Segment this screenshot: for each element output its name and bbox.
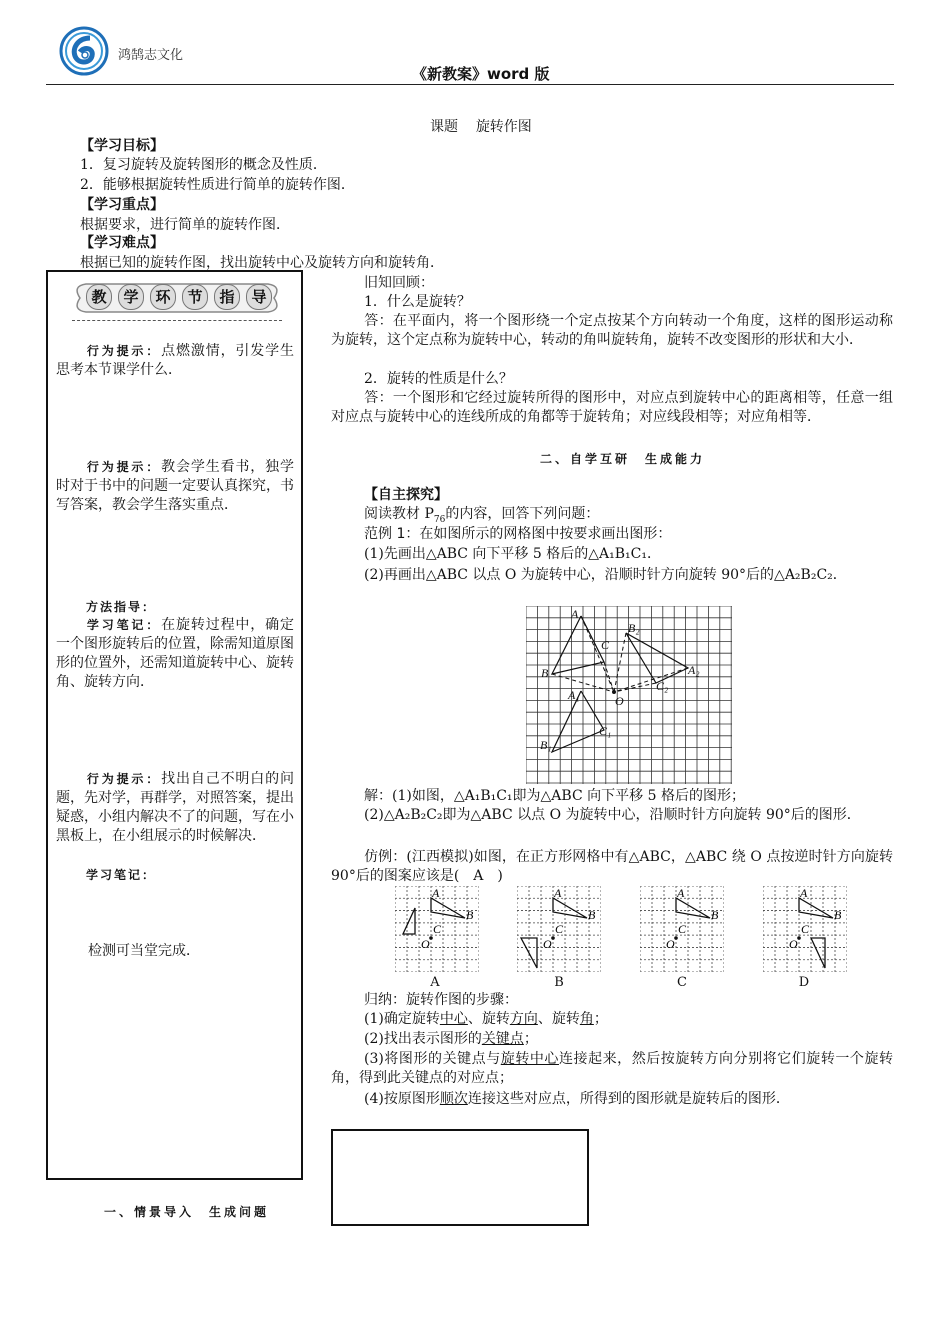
review-a2 — [331, 389, 893, 427]
review-q1: 1．什么是旋转？ — [364, 294, 471, 310]
explore-heading: 【自主探究】 — [364, 487, 448, 503]
option-label: C — [433, 922, 442, 936]
option-center-o — [674, 936, 678, 940]
option-grid-d — [763, 886, 847, 972]
teaching-guide-sidebar — [46, 270, 303, 1180]
lesson-title-text: 旋转作图 — [475, 119, 532, 135]
option-label: B — [466, 908, 474, 922]
imitate-text: (江西模拟)如图，在正方形网格中有△ABC，△ABC 绕 O 点按逆时针方向旋转 90°后的图案应该是( A ) — [331, 849, 893, 884]
s2a: (2)找出表示图形的 — [364, 1031, 482, 1047]
grid-label: C₂ — [656, 679, 669, 693]
choice-caption: B — [554, 975, 564, 990]
example-step-2 — [331, 566, 893, 585]
option-label: A — [677, 886, 685, 900]
grid-label: C₁ — [599, 724, 612, 738]
section-2-title: 二、自学互研 生成能力 — [540, 452, 706, 466]
s1u2: 方向 — [509, 1011, 538, 1027]
option-label: O — [421, 937, 430, 951]
option-label: O — [789, 937, 798, 951]
solution-1: 解：(1)如图，△A₁B₁C₁即为△ABC 向下平移 5 格后的图形； — [364, 788, 745, 804]
hint-text: 教会学生看书，独学时对于书中的问题一定要认真探究，书写答案，教会学生落实重点． — [56, 459, 294, 513]
grid-label: C — [601, 638, 610, 652]
option-center-o — [797, 936, 801, 940]
note-text: 在旋转过程中，确定一个图形旋转后的位置，除需知道原图形的位置外，还需知道旋转中心、旋转角、旋转方向． — [56, 617, 294, 690]
section-1-title: 一、情景导入 生成问题 — [104, 1205, 270, 1219]
option-rotated-triangle — [403, 908, 415, 934]
review-heading: 旧知回顾： — [364, 275, 434, 291]
s4b: 连接这些对应点，所得到的图形就是旋转后的图形． — [467, 1091, 790, 1107]
s1u1: 中心 — [439, 1011, 468, 1027]
hint-label: 行为提示： — [86, 460, 162, 474]
summary-label: 归纳： — [364, 992, 406, 1008]
s1b: 、旋转 — [467, 1011, 510, 1027]
hint-block-2 — [56, 458, 294, 515]
method-label: 方法指导： — [86, 600, 157, 614]
logo-text: 鸿鹄志文化 — [118, 48, 184, 63]
goals-heading: 【学习目标】 — [80, 138, 164, 154]
option-grid-a — [395, 886, 479, 972]
difficulty-heading: 【学习难点】 — [80, 235, 164, 251]
note-label: 学习笔记： — [86, 868, 157, 882]
grid-label: A₁ — [568, 688, 580, 702]
logo — [56, 26, 112, 80]
summary-heading — [364, 991, 518, 1010]
choice-caption: A — [430, 975, 440, 990]
option-triangle-abc — [553, 898, 587, 918]
option-triangle-abc — [676, 898, 710, 918]
example-text: 在如图所示的网格图中按要求画出图形： — [419, 526, 672, 542]
hint-block-3 — [56, 770, 294, 846]
banner-char: 环 — [150, 284, 176, 310]
key-heading: 【学习重点】 — [80, 197, 164, 213]
option-label: C — [678, 922, 687, 936]
s1a: (1)确定旋转 — [364, 1011, 440, 1027]
option-label: C — [801, 922, 810, 936]
triangle-a2b2c2 — [626, 633, 688, 683]
read-pre: 阅读教材 P — [364, 506, 434, 522]
review-a1 — [331, 312, 893, 350]
imitation — [331, 848, 893, 886]
read-post: 的内容，回答下列问题： — [445, 506, 600, 522]
grid-label: A₂ — [688, 663, 700, 677]
option-grid-b — [517, 886, 601, 972]
banner-char: 学 — [118, 284, 144, 310]
hint-label: 行为提示： — [86, 772, 162, 786]
header-rule — [46, 84, 894, 85]
example-1 — [364, 525, 671, 544]
option-label: B — [834, 908, 842, 922]
banner-char: 节 — [182, 284, 208, 310]
banner-char: 教 — [86, 284, 112, 310]
choice-caption: D — [798, 975, 810, 990]
option-label: O — [666, 937, 675, 951]
s3b: 连接起来，然后按旋转方向分别将它们旋转一个旋转角，得到此关键点的对应点； — [331, 1051, 894, 1086]
option-grid-c — [640, 886, 724, 972]
goal-item: 2．能够根据旋转性质进行简单的旋转作图． — [80, 177, 355, 193]
review-a1-text: 答：在平面内，将一个图形绕一个定点按某个方向转动一个角度，这样的图形运动称为旋转，这个定点称为旋转中心，转动的角叫旋转角，旋转不改变图形的形状和大小． — [331, 313, 893, 348]
rotation-grid-figure — [526, 606, 732, 784]
summary-step-2 — [364, 1030, 538, 1049]
s2b: ； — [523, 1031, 538, 1047]
hint-text: 找出自己不明白的问题，先对学，再群学，对照答案，提出疑惑，小组内解决不了的问题，写在小黑板上，在小组展示的时候解决． — [56, 771, 294, 844]
lesson-title — [430, 118, 532, 137]
s1c: 、旋转 — [537, 1011, 580, 1027]
note-label: 学习笔记： — [86, 618, 162, 632]
imitate-label: 仿例： — [364, 849, 407, 865]
s3a: (3)将图形的关键点与 — [364, 1051, 501, 1067]
grid-label: A — [571, 607, 579, 621]
option-center-o — [429, 936, 433, 940]
grid-label: B₁ — [540, 738, 552, 752]
logo-icon — [56, 26, 112, 76]
goal-item: 1．复习旋转及旋转图形的概念及性质． — [80, 157, 327, 173]
summary-heading-text: 旋转作图的步骤： — [406, 992, 518, 1008]
s3u: 旋转中心 — [500, 1051, 559, 1067]
banner-char: 指 — [214, 284, 240, 310]
option-label: A — [554, 886, 562, 900]
s1d: ； — [593, 1011, 608, 1027]
option-label: A — [800, 886, 808, 900]
option-label: O — [543, 937, 552, 951]
example-label: 范例 1： — [364, 526, 420, 542]
grid-label: B₂ — [628, 621, 640, 635]
review-a2-text: 答：一个图形和它经过旋转所得的图形中，对应点到旋转中心的距离相等，任意一组对应点与旋转中心的连线所成的角都等于旋转角；对应线段相等；对应角相等． — [331, 390, 893, 425]
hint-text: 点燃激情，引发学生思考本节课学什么． — [56, 343, 294, 378]
banner-divider — [72, 320, 282, 321]
empty-answer-box — [331, 1129, 589, 1226]
example-step-1: (1)先画出△ABC 向下平移 5 格后的△A₁B₁C₁． — [364, 546, 661, 562]
lesson-title-label: 课题 — [430, 119, 458, 135]
read-page-sub: 76 — [433, 514, 446, 525]
summary-step-1 — [364, 1010, 608, 1029]
option-label: A — [432, 886, 440, 900]
grid-label: B — [541, 666, 549, 680]
s1u3: 角 — [579, 1011, 594, 1027]
hint-block-1 — [56, 342, 294, 380]
option-center-o — [551, 936, 555, 940]
test-note: 检测可当堂完成． — [88, 943, 200, 959]
review-q2: 2．旋转的性质是什么？ — [364, 371, 513, 387]
solution-2 — [331, 806, 893, 825]
summary-step-4 — [364, 1090, 790, 1109]
hint-label: 行为提示： — [86, 344, 162, 358]
key-text: 根据要求，进行简单的旋转作图． — [80, 217, 290, 233]
s4u: 顺次 — [439, 1091, 468, 1107]
choice-caption: C — [677, 975, 687, 990]
option-label: B — [711, 908, 719, 922]
example-step-2-text: (2)再画出△ABC 以点 O 为旋转中心，沿顺时针方向旋转 90°后的△A₂B₂C₂． — [364, 567, 847, 583]
note-block-1 — [56, 616, 294, 692]
banner-char: 导 — [246, 284, 272, 310]
option-label: B — [588, 908, 596, 922]
option-triangle-abc — [799, 898, 833, 918]
document-header-title: 《新教案》word 版 — [412, 65, 550, 83]
option-label: C — [555, 922, 564, 936]
option-triangle-abc — [431, 898, 465, 918]
sidebar-banner — [72, 280, 282, 316]
s2u: 关键点 — [481, 1031, 524, 1047]
summary-step-3 — [331, 1050, 893, 1088]
difficulty-text: 根据已知的旋转作图，找出旋转中心及旋转方向和旋转角． — [80, 255, 444, 271]
grid-label: O — [615, 694, 624, 708]
solution-2-text: (2)△A₂B₂C₂即为△ABC 以点 O 为旋转中心，沿顺时针方向旋转 90°后的图形． — [364, 807, 861, 823]
s4a: (4)按原图形 — [364, 1091, 440, 1107]
